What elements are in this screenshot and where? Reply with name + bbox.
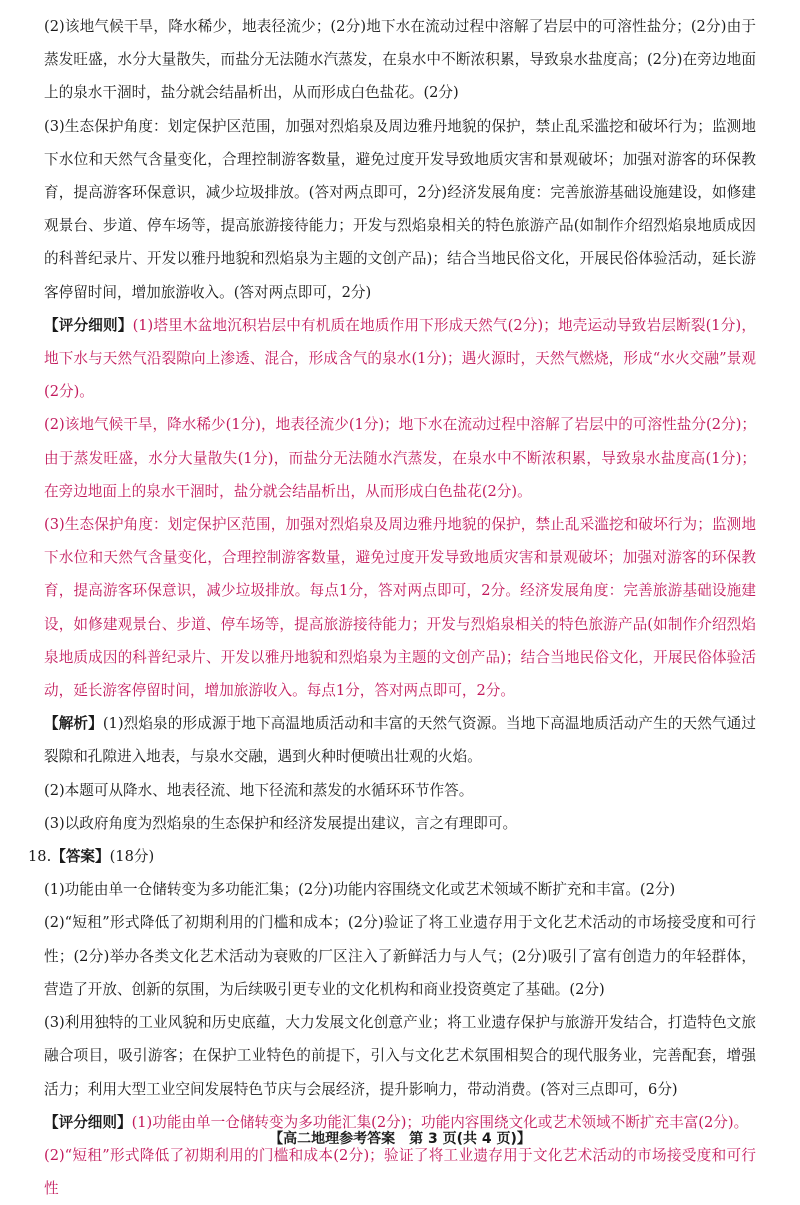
q17-rubric-part1 <box>44 309 756 409</box>
rubric-heading: 【评分细则】 <box>44 316 133 334</box>
q17-rubric-part2: (2)该地气候干旱，降水稀少(1分)，地表径流少(1分)；地下水在流动过程中溶解了岩层中的可溶性盐分(2分)；由于蒸发旺盛，水分大量散失(1分)，而盐分无法随水汽蒸发，在泉水中不断浓积累，导致泉水盐度高(1分)；在旁边地面上的泉水干涸时，盐分就会结晶析出，从而形成白色盐花(2分)。 <box>44 416 756 500</box>
analysis-heading: 【解析】 <box>44 715 103 733</box>
q17-analysis-part2: (2)本题可从降水、地表径流、地下径流和蒸发的水循环环节作答。 <box>44 781 474 799</box>
q18-answer-part1: (1)功能由单一仓储转变为多功能汇集；(2分)功能内容围绕文化或艺术领域不断扩充和丰富。(2分) <box>44 881 676 899</box>
q17-rubric-part1-text: (1)塔里木盆地沉积岩层中有机质在地质作用下形成天然气(2分)；地壳运动导致岩层断裂(1分)，地下水与天然气沿裂隙向上渗透、混合，形成含气的泉水(1分)；遇火源时，天然气燃烧，形成“水火交融”景观(2分)。 <box>44 316 756 401</box>
q18-rubric-part1-text: (1)功能由单一仓储转变为多功能汇集(2分)；功能内容围绕文化或艺术领域不断扩充丰富(2分)。 <box>131 1113 749 1131</box>
q18-points: (18分) <box>109 848 155 866</box>
q17-analysis-part3: (3)以政府角度为烈焰泉的生态保护和经济发展提出建议，言之有理即可。 <box>44 814 518 832</box>
q17-answer-part2: (2)该地气候干旱，降水稀少，地表径流少；(2分)地下水在流动过程中溶解了岩层中的可溶性盐分；(2分)由于蒸发旺盛，水分大量散失，而盐分无法随水汽蒸发，在泉水中不断浓积累，导致泉水盐度高；(2分)在旁边地面上的泉水干涸时，盐分就会结晶析出，从而形成白色盐花。(2分) <box>44 18 756 102</box>
q18-rubric-part2: (2)“短租”形式降低了初期利用的门槛和成本(2分)；验证了将工业遗存用于文化艺术活动的市场接受度和可行性 <box>44 1146 756 1198</box>
q17-rubric-part3: (3)生态保护角度：划定保护区范围，加强对烈焰泉及周边雅丹地貌的保护，禁止乱采滥挖和破坏行为；监测地下水位和天然气含量变化，合理控制游客数量，避免过度开发导致地质灾害和景观破坏；加强对游客的环保教育，提高游客环保意识，减少垃圾排放。每点1分，答对两点即可，2分。经济发展角度：完善旅游基础设施建设，如修建观景台、步道、停车场等，提高旅游接待能力；开发与烈焰泉相关的特色旅游产品(如制作介绍烈焰泉地质成因的科普纪录片、开发以雅丹地貌和烈焰泉为主题的文创产品)；结合当地民俗文化，开展民俗体验活动，延长游客停留时间，增加旅游收入。每点1分，答对两点即可，2分。 <box>44 516 756 700</box>
q17-analysis-part1-text: (1)烈焰泉的形成源于地下高温地质活动和丰富的天然气资源。当地下高温地质活动产生的天然气通过裂隙和孔隙进入地表，与泉水交融，遇到火种时便喷出壮观的火焰。 <box>44 715 756 766</box>
q18-answer-heading: 【答案】 <box>51 848 110 866</box>
q18-heading <box>28 840 756 873</box>
q18-answer-part3: (3)利用独特的工业风貌和历史底蕴，大力发展文化创意产业；将工业遗存保护与旅游开发结合，打造特色文旅融合项目，吸引游客；在保护工业特色的前提下，引入与文化艺术氛围相契合的现代服务业，完善配套，增强活力；利用大型工业空间发展特色节庆与会展经济，提升影响力，带动消费。(答对三点即可，6分) <box>44 1014 756 1098</box>
page-footer: 【高二地理参考答案 第 3 页(共 4 页)】 <box>269 1131 531 1147</box>
q17-answer-part3: (3)生态保护角度：划定保护区范围，加强对烈焰泉及周边雅丹地貌的保护，禁止乱采滥挖和破坏行为；监测地下水位和天然气含量变化，合理控制游客数量，避免过度开发导致地质灾害和景观破坏；加强对游客的环保教育，提高游客环保意识，减少垃圾排放。(答对两点即可，2分)经济发展角度：完善旅游基础设施建设，如修建观景台、步道、停车场等，提高旅游接待能力；开发与烈焰泉相关的特色旅游产品(如制作介绍烈焰泉地质成因的科普纪录片、开发以雅丹地貌和烈焰泉为主题的文创产品)；结合当地民俗文化，开展民俗体验活动，延长游客停留时间，增加旅游收入。(答对两点即可，2分) <box>44 117 756 301</box>
q17-analysis-part1 <box>44 707 756 773</box>
q18-rubric-heading: 【评分细则】 <box>44 1113 132 1131</box>
q18-number: 18. <box>28 848 52 866</box>
q18-answer-part2: (2)“短租”形式降低了初期利用的门槛和成本；(2分)验证了将工业遗存用于文化艺术活动的市场接受度和可行性；(2分)举办各类文化艺术活动为衰败的厂区注入了新鲜活力与人气；(2分)吸引了富有创造力的年轻群体，营造了开放、创新的氛围，为后续吸引更专业的文化机构和商业投资奠定了基础。(2分) <box>44 914 756 998</box>
